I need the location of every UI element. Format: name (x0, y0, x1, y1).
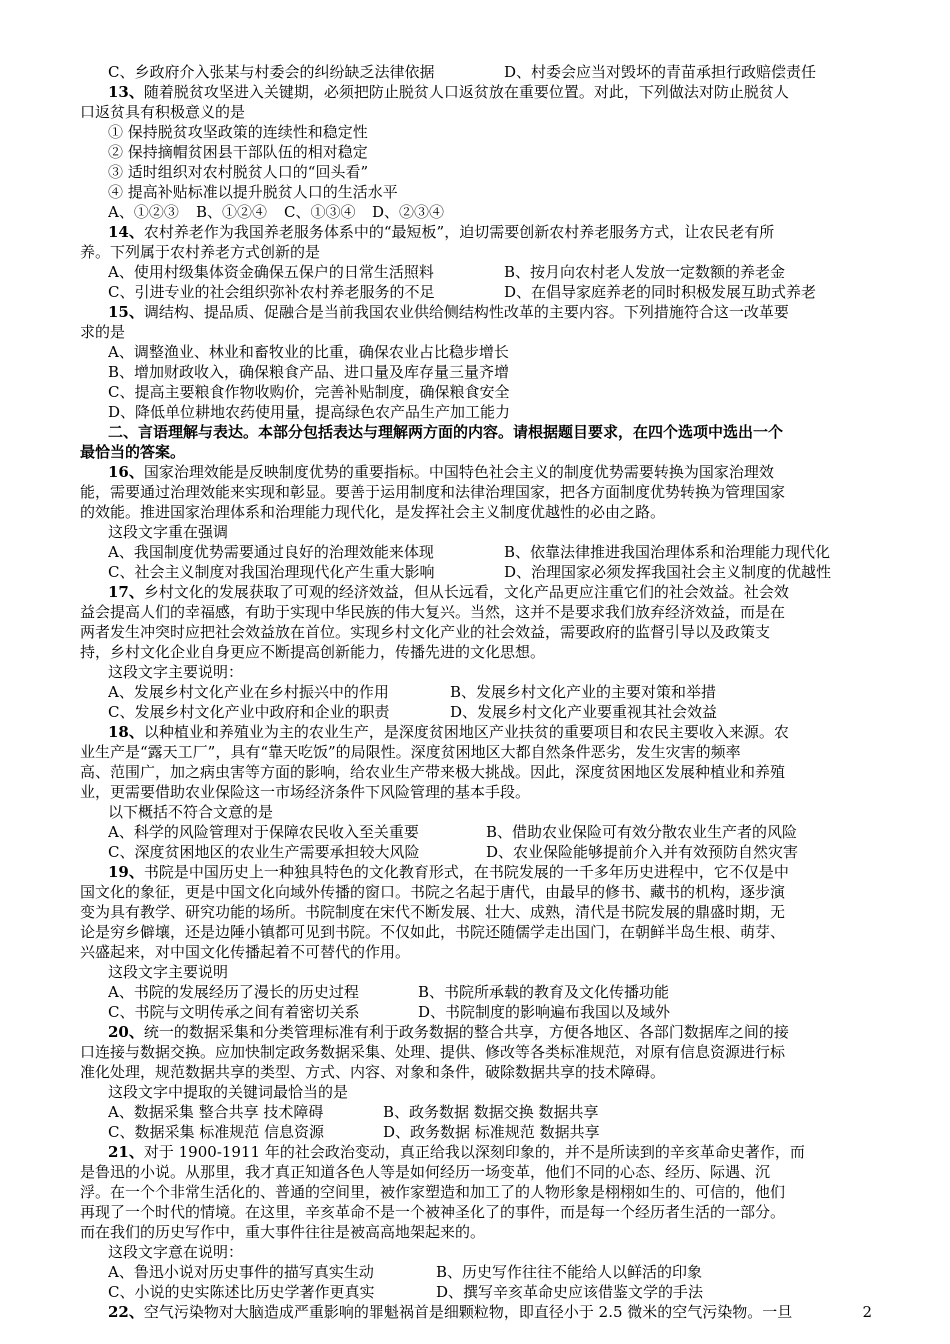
q15-option-d: D、降低单位耕地农药使用量，提高绿色农产品生产加工能力 (108, 403, 511, 421)
q18-options-ab (108, 822, 870, 842)
q13-option-c: C、①③④ (284, 203, 356, 221)
q20-text-line-1: 20、统一的数据采集和分类管理标准有利于政务数据的整合共享，方便各地区、各部门数据库之间的接 (108, 1023, 789, 1041)
q16-question: 这段文字重在强调 (108, 523, 229, 541)
q14-stem-line-1: 14、农村养老作为我国养老服务体系中的“最短板”，迫切需要创新农村养老服务方式，让农民老有所 (108, 223, 775, 241)
q13-option-b: B、①②④ (196, 203, 268, 221)
q17-text-line-1: 17、乡村文化的发展获取了可观的经济效益，但从长远看，文化产品更应注重它们的社会效益。社会效 (108, 583, 789, 601)
q17-text-line-2: 益会提高人们的幸福感，有助于实现中华民族的伟大复兴。当然，这并不是要求我们放弃经济效益，而是在 (80, 603, 786, 621)
q15-option-c: C、提高主要粮食作物收购价，完善补贴制度，确保粮食安全 (108, 383, 510, 401)
q14-options-ab (108, 262, 870, 282)
q20-options-cd (108, 1122, 870, 1142)
q17-options-cd (108, 702, 870, 722)
q17-question: 这段文字主要说明： (108, 663, 244, 681)
q20-number: 20、 (108, 1023, 144, 1041)
q20-option-b: B、政务数据 数据交换 数据共享 (383, 1103, 599, 1121)
q19-number: 19、 (108, 863, 144, 881)
q17-option-c: C、发展乡村文化产业中政府和企业的职责 (108, 703, 390, 721)
q16-option-d: D、治理国家必须发挥我国社会主义制度的优越性 (504, 563, 832, 581)
q16-option-b: B、依靠法律推进我国治理体系和治理能力现代化 (504, 543, 831, 561)
q21-text-line-5: 而在我们的历史写作中，重大事件往往是被高高地架起来的。 (80, 1223, 486, 1241)
q14-option-d: D、在倡导家庭养老的同时积极发展互助式养老 (504, 283, 817, 301)
q13-stem-line-2: 口返贫具有积极意义的是 (80, 103, 246, 121)
q16-text-line-3: 的效能。推进国家治理体系和治理能力现代化，是发挥社会主义制度优越性的必由之路。 (80, 503, 666, 521)
q15-stem-line-1: 15、调结构、提品质、促融合是当前我国农业供给侧结构性改革的主要内容。下列措施符合这一改革要 (108, 303, 789, 321)
q22-text-line-1: 22、空气污染物对大脑造成严重影响的罪魁祸首是细颗粒物，即直径小于 2.5 微米的空气污染物。一旦 (108, 1303, 793, 1321)
q17-number: 17、 (108, 583, 144, 601)
q19-options-ab (108, 982, 870, 1002)
q19-text-line-3: 变为具有教学、研究功能的场所。书院制度在宋代不断发展、壮大、成熟，清代是书院发展的鼎盛时期，无 (80, 903, 786, 921)
q19-text-line-2: 国文化的象征，更是中国文化向域外传播的窗口。书院之名起于唐代，由最早的修书、藏书的机构，逐步演 (80, 883, 786, 901)
q17-text-line-4: 持，乡村文化企业自身更应不断提高创新能力，传播先进的文化思想。 (80, 643, 546, 661)
q18-option-b: B、借助农业保险可有效分散农业生产者的风险 (486, 823, 798, 841)
q13-option-a: A、①②③ (108, 203, 179, 221)
q13-options (108, 202, 870, 222)
q12-options-cd (108, 62, 870, 82)
q20-option-d: D、政务数据 标准规范 数据共享 (383, 1123, 600, 1141)
q13-item-4: ④ 提高补贴标准以提升脱贫人口的生活水平 (108, 183, 398, 201)
q18-options-cd (108, 842, 870, 862)
q13-item-2: ② 保持摘帽贫困县干部队伍的相对稳定 (108, 143, 368, 161)
q19-text-line-4: 论是穷乡僻壤，还是边陲小镇都可见到书院。不仅如此，书院还随儒学走出国门，在朝鲜半岛生根、萌芽、 (80, 923, 786, 941)
q15-number: 15、 (108, 303, 144, 321)
q21-option-b: B、历史写作往往不能给人以鲜活的印象 (436, 1263, 703, 1281)
q21-option-a: A、鲁迅小说对历史事件的描写真实生动 (108, 1263, 374, 1281)
q17-options-ab (108, 682, 870, 702)
q20-question: 这段文字中提取的关键词最恰当的是 (108, 1083, 349, 1101)
q16-options-ab (108, 542, 870, 562)
q18-text-line-2: 业生产是“露天工厂”，具有“靠天吃饭”的局限性。深度贫困地区大都自然条件恶劣，发生灾害的频率 (80, 743, 741, 761)
q20-text-line-3: 准化处理，规范数据共享的类型、方式、内容、对象和条件，破除数据共享的技术障碍。 (80, 1063, 666, 1081)
q19-text-line-1: 19、书院是中国历史上一种独具特色的文化教育形式，在书院发展的一千多年历史进程中，它不仅是中 (108, 863, 789, 881)
q13-number: 13、 (108, 83, 144, 101)
q19-question: 这段文字主要说明 (108, 963, 229, 981)
q16-text-line-1: 16、国家治理效能是反映制度优势的重要指标。中国特色社会主义的制度优势需要转换为国家治理效 (108, 463, 774, 481)
q15-option-a: A、调整渔业、林业和畜牧业的比重，确保农业占比稳步增长 (108, 343, 509, 361)
q19-options-cd (108, 1002, 870, 1022)
q21-text-line-3: 浮。在一个个非常生活化的、普通的空间里，被作家塑造和加工了的人物形象是栩栩如生的、可信的，他们 (80, 1183, 786, 1201)
q21-number: 21、 (108, 1143, 144, 1161)
q17-text-line-3: 两者发生冲突时应把社会效益放在首位。实现乡村文化产业的社会效益，需要政府的监督引导以及政策支 (80, 623, 771, 641)
q13-stem-line-1: 13、随着脱贫攻坚进入关键期，必须把防止脱贫人口返贫放在重要位置。对此，下列做法对防止脱贫人 (108, 83, 789, 101)
q21-options-cd (108, 1282, 870, 1302)
q16-text-line-2: 能，需要通过治理效能来实现和彰显。要善于运用制度和法律治理国家，把各方面制度优势转换为管理国家 (80, 483, 786, 501)
q21-options-ab (108, 1262, 870, 1282)
q19-text-line-5: 兴盛起来，对中国文化传播起着不可替代的作用。 (80, 943, 411, 961)
q22-number: 22、 (108, 1303, 144, 1321)
q18-text-line-3: 高、范围广，加之病虫害等方面的影响，给农业生产带来极大挑战。因此，深度贫困地区发展种植业和养殖 (80, 763, 786, 781)
q18-number: 18、 (108, 723, 144, 741)
q18-option-d: D、农业保险能够提前介入并有效预防自然灾害 (486, 843, 799, 861)
q17-option-a: A、发展乡村文化产业在乡村振兴中的作用 (108, 683, 389, 701)
q21-option-c: C、小说的史实陈述比历史学著作更真实 (108, 1283, 375, 1301)
q18-option-c: C、深度贫困地区的农业生产需要承担较大风险 (108, 843, 420, 861)
q20-options-ab (108, 1102, 870, 1122)
q19-option-b: B、书院所承载的教育及文化传播功能 (418, 983, 670, 1001)
q15-option-b: B、增加财政收入，确保粮食产品、进口量及库存量三量齐增 (108, 363, 510, 381)
q13-item-1: ① 保持脱贫攻坚政策的连续性和稳定性 (108, 123, 368, 141)
q16-option-c: C、社会主义制度对我国治理现代化产生重大影响 (108, 563, 435, 581)
q18-text-line-4: 业，更需要借助农业保险这一市场经济条件下风险管理的基本手段。 (80, 783, 531, 801)
q21-text-line-4: 再现了一个时代的情境。在这里，辛亥革命不是一个被神圣化了的事件，而是每一个经历者生活的一部分。 (80, 1203, 786, 1221)
q19-option-a: A、书院的发展经历了漫长的历史过程 (108, 983, 359, 1001)
q20-text-line-2: 口连接与数据交换。应加快制定政务数据采集、处理、提供、修改等各类标准规范，对原有信息资源进行标 (80, 1043, 786, 1061)
q20-option-c: C、数据采集 标准规范 信息资源 (108, 1123, 325, 1141)
q14-number: 14、 (108, 223, 144, 241)
q14-options-cd (108, 282, 870, 302)
q19-option-d: D、书院制度的影响遍布我国以及域外 (418, 1003, 671, 1021)
q16-number: 16、 (108, 463, 144, 481)
q20-option-a: A、数据采集 整合共享 技术障碍 (108, 1103, 324, 1121)
section-2-heading-line-1: 二、言语理解与表达。本部分包括表达与理解两方面的内容。请根据题目要求，在四个选项中选出一个 (108, 423, 784, 441)
section-2-heading-line-2: 最恰当的答案。 (80, 443, 186, 461)
q14-option-b: B、按月向农村老人发放一定数额的养老金 (504, 263, 786, 281)
q13-option-d: D、②③④ (372, 203, 445, 221)
q18-text-line-1: 18、以种植业和养殖业为主的农业生产，是深度贫困地区产业扶贫的重要项目和农民主要收入来源。农 (108, 723, 789, 741)
page-number: 2 (862, 1303, 872, 1321)
q18-option-a: A、科学的风险管理对于保障农民收入至关重要 (108, 823, 419, 841)
q21-text-line-1: 21、对于 1900-1911 年的社会政治变动，真正给我以深刻印象的，并不是所读到的辛亥革命史著作，而 (108, 1143, 805, 1161)
q16-options-cd (108, 562, 870, 582)
q12-option-c: C、乡政府介入张某与村委会的纠纷缺乏法律依据 (108, 63, 435, 81)
q14-option-a: A、使用村级集体资金确保五保户的日常生活照料 (108, 263, 434, 281)
q14-option-c: C、引进专业的社会组织弥补农村养老服务的不足 (108, 283, 435, 301)
q21-option-d: D、撰写辛亥革命史应该借鉴文学的手法 (436, 1283, 704, 1301)
q21-text-line-2: 是鲁迅的小说。从那里，我才真正知道各色人等是如何经历一场变革，他们不同的心态、经历、际遇、沉 (80, 1163, 771, 1181)
q21-question: 这段文字意在说明： (108, 1243, 244, 1261)
q19-option-c: C、书院与文明传承之间有着密切关系 (108, 1003, 360, 1021)
q16-option-a: A、我国制度优势需要通过良好的治理效能来体现 (108, 543, 434, 561)
q13-item-3: ③ 适时组织对农村脱贫人口的“回头看” (108, 163, 369, 181)
q18-question: 以下概括不符合文意的是 (108, 803, 274, 821)
q17-option-d: D、发展乡村文化产业要重视其社会效益 (450, 703, 718, 721)
q12-option-d: D、村委会应当对毁坏的青苗承担行政赔偿责任 (504, 63, 817, 81)
q15-stem-line-2: 求的是 (80, 323, 126, 341)
q17-option-b: B、发展乡村文化产业的主要对策和举措 (450, 683, 717, 701)
q14-stem-line-2: 养。下列属于农村养老方式创新的是 (80, 243, 321, 261)
